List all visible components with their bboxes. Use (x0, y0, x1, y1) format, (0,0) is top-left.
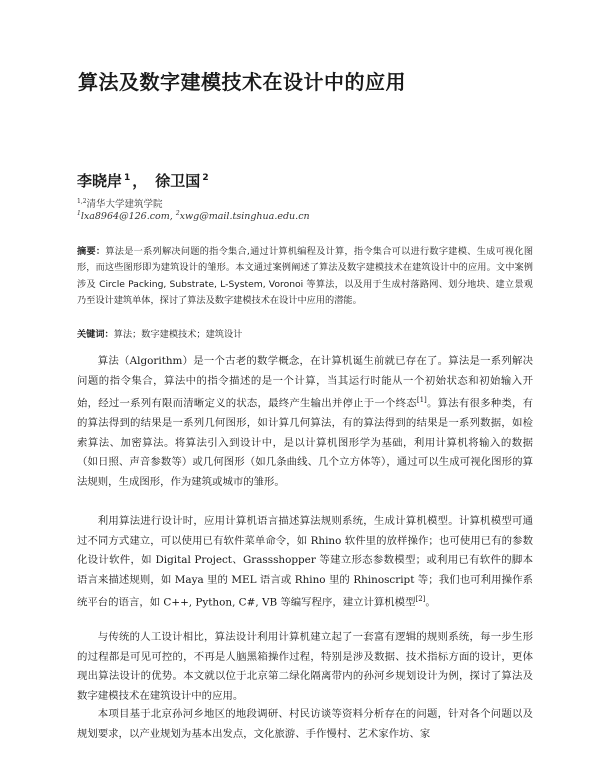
author-1-superscript: 1 (124, 173, 131, 183)
keywords-text: 算法；数字建模技术；建筑设计 (113, 329, 243, 340)
author-line (77, 170, 209, 191)
affiliation (77, 196, 163, 210)
affiliation-superscript: 1,2 (77, 197, 87, 205)
paper-title: 算法及数字建模技术在设计中的应用 (78, 70, 406, 94)
author-2-superscript: 2 (202, 173, 209, 183)
abstract (77, 244, 533, 309)
paragraph-2-text-b: 。 (425, 596, 436, 609)
email-2: xwg@mail.tsinghua.edu.cn (179, 211, 310, 223)
author-separator: ， (132, 172, 148, 190)
abstract-text: 算法是一系列解决问题的指令集合,通过计算机编程及计算，指令集合可以进行数字建模、生成可视化图形，而这些图形即为建筑设计的雏形。本文通过案例阐述了算法及数字建模技术在建筑设计中的应用。文中案例涉及 Circle Packing, Substrate, L-System, Voronoi 等算法，以及用于生成村落路网、划分地块、建立景观乃至设计建筑单体，探讨了算法及数字建模技术在设计中应用的潜能。 (77, 246, 534, 306)
affiliation-text: 清华大学建筑学院 (86, 199, 163, 210)
citation-1: [1] (416, 396, 427, 405)
body-paragraph-2 (77, 512, 533, 613)
body-paragraph-3: 与传统的人工设计相比，算法设计利用计算机建立起了一套富有逻辑的规则系统，每一步生形的过程都是可见可控的，不再是人脑黑箱操作过程，特别是涉及数据、技术指标方面的设计，更体现出算法设计的优势。本文就以位于北京第二绿化隔离带内的孙河乡规划设计为例，探讨了算法及数字建模技术在建筑设计中的应用。 (77, 631, 533, 702)
paragraph-1-text-a: 算法（Algorithm）是一个古老的数学概念，在计算机诞生前就已存在了。算法是一系列解决问题的指令集合，算法中的指令描述的是一个计算，当其运行时能从一个初始状态和初始输入开始，经过一系列有限而清晰定义的状态，最终产生输出并停止于一个终态 (77, 355, 533, 410)
author-2: 徐卫国 (155, 172, 201, 190)
paragraph-1-text-b: 。算法有很多种类，有的算法得到的结果是一系列几何图形，如计算几何算法，有的算法得到的结果是一系列数据，如检索算法、加密算法。将算法引入到设计中，是以计算机图形学为基础，利用计算机将输入的数据（如日照、声音参数等）或几何图形（如几条曲线、几个立方体等），通过可以生成可视化图形的算法规则，生成图形，作为建筑或城市的雏形。 (77, 397, 534, 489)
author-1: 李晓岸 (77, 172, 123, 190)
email-2-superscript: 2 (175, 210, 180, 217)
email-1: lxa8964@126.com, (80, 211, 173, 223)
citation-2: [2] (415, 595, 426, 604)
body-paragraph-4: 本项目基于北京孙河乡地区的地段调研、村民访谈等资料分析存在的问题，针对各个问题以及规划要求，以产业规划为基本出发点，文化旅游、手作慢村、艺术家作坊、家 (77, 708, 533, 740)
email-1-superscript: 1 (77, 210, 81, 217)
abstract-label: 摘要： (77, 246, 106, 257)
keywords-label: 关键词： (77, 329, 114, 340)
email-line (77, 210, 310, 222)
paragraph-2-text-a: 利用算法进行设计时，应用计算机语言描述算法规则系统，生成计算机模型。计算机模型可通过不同方式建立，可以使用已有软件菜单命令，如 Rhino 软件里的放样操作；也可使用已有的参数化设计软件，如 Digital Project、Grassshopper 等建立形态参数模型；或利用已有软件的脚本语言来描述规则，如 Maya 里的 MEL 语言或 Rhino 里的 Rhinoscript 等；我们也可利用操作系统平台的语言，如 C++, Python, C#, VB 等编写程序，建立计算机模型 (77, 515, 533, 609)
keywords (77, 326, 533, 340)
body-paragraph-1 (77, 352, 533, 493)
